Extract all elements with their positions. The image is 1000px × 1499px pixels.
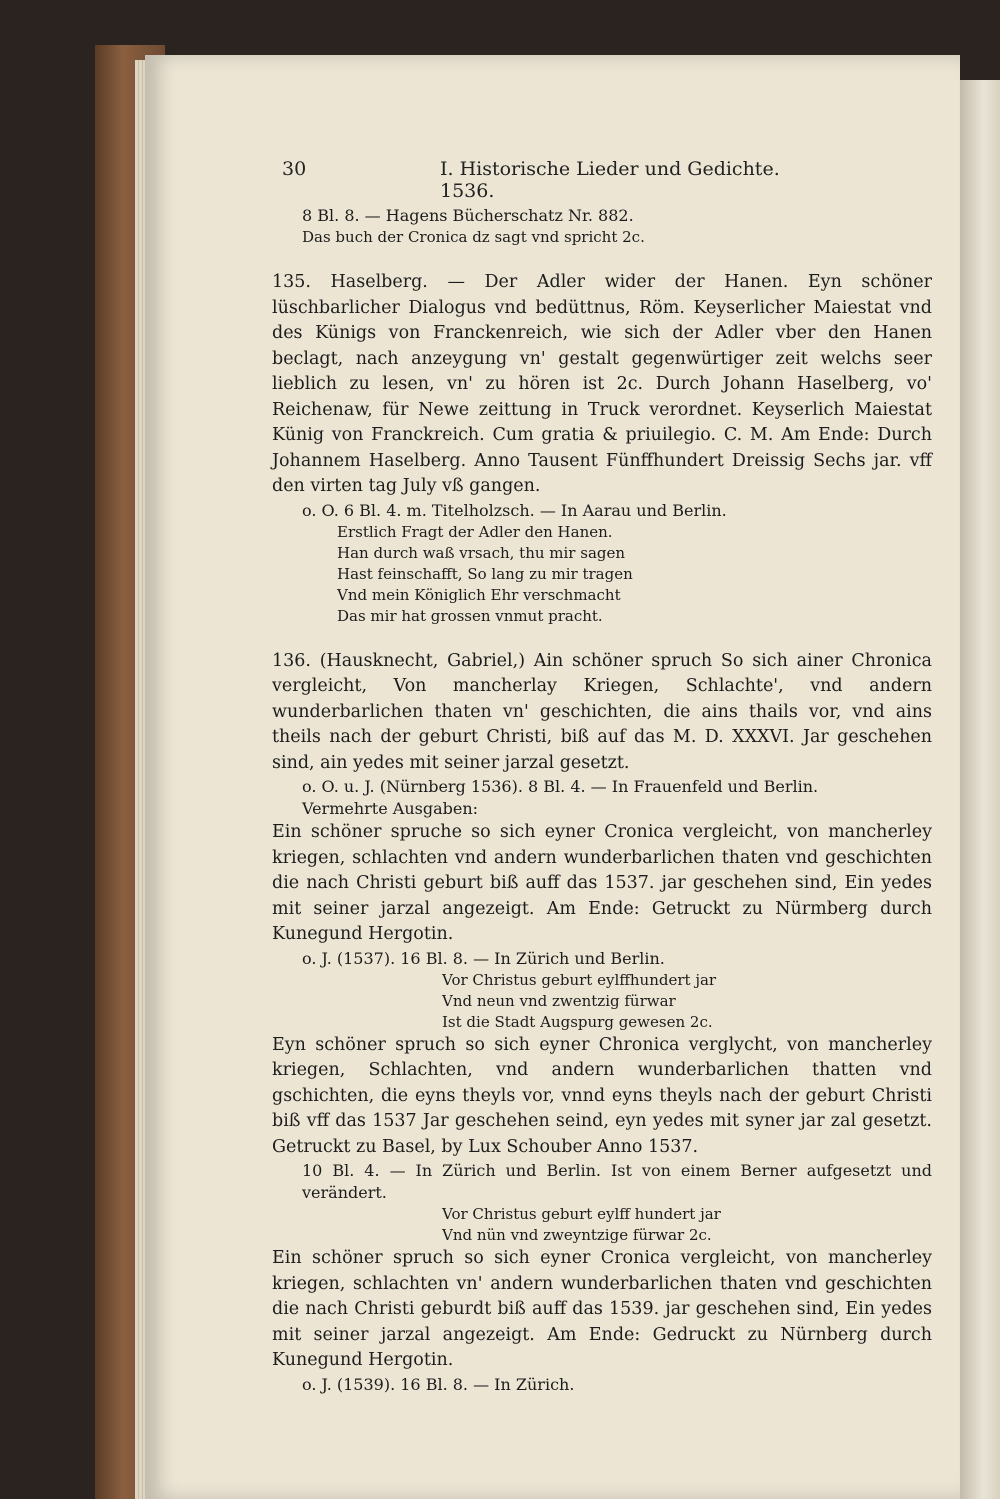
- running-header: [282, 158, 782, 202]
- bibliographic-entry: Eyn schöner spruch so sich eyner Chronica verglycht, von mancherley kriegen, Schlachten, vnd andern wunderbarlichen thatten vnd gschichten, die eyns theyls vor, vnnd eyns theyls nach der geburt Christi biß vff das 1537 Jar geschehen seind, eyn yedes mit syner jar zal gesetzt. Getruckt zu Basel, by Lux Schouber Anno 1537.: [272, 1034, 932, 1157]
- verse-line: Hast feinschafft, So lang zu mir tragen: [337, 564, 633, 583]
- reference-line: o. O. 6 Bl. 4. m. Titelholzsch. — In Aarau und Berlin.: [302, 500, 727, 520]
- facing-page-edge: [958, 80, 1000, 1499]
- bibliographic-entry: 135. Haselberg. — Der Adler wider der Hanen. Eyn schöner lüschbarlicher Dialogus vnd bedüttnus, Röm. Keyserlicher Maiestat vnd des Künigs von Franckenreich, wie sich der Adler vber den Hanen beclagt, nach anzeygung vn' gestalt gegenwürtiger zeit welchs seer lieblich zu lesen, vn' zu hören ist 2c. Durch Johann Haselberg, vo' Reichenaw, für Newe zeittung in Truck verordnet. Keyserlich Maiestat Künig von Franckreich. Cum gratia & priuilegio. C. M. Am Ende: Durch Johannem Haselberg. Anno Tausent Fünffhundert Dreissig Sechs jar. vff den virten tag July vß gangen.: [272, 272, 932, 496]
- verse-line: Vor Christus geburt eylffhundert jar: [442, 970, 717, 989]
- bibliographic-entry: Ein schöner spruch so sich eyner Cronica vergleicht, von mancherley kriegen, schlachten vn' andern wunderbarlichen thaten vnd geschichten die nach Christi geburdt biß auff das 1539. jar geschehen sind, Ein yedes mit seiner jarzal angezeigt. Am Ende: Gedruckt zu Nürnberg durch Kunegund Hergotin.: [272, 1248, 932, 1370]
- verse-line: Vnd nün vnd zweyntzige fürwar 2c.: [442, 1226, 712, 1244]
- verse-line: Erstlich Fragt der Adler den Hanen.: [337, 522, 613, 541]
- page-number: 30: [282, 158, 307, 180]
- verse-line: Vnd mein Königlich Ehr verschmacht: [337, 585, 621, 604]
- incipit-line: Das buch der Cronica dz sagt vnd spricht 2c.: [302, 228, 645, 246]
- spacer: [272, 248, 932, 270]
- reference-line: o. J. (1537). 16 Bl. 8. — In Zürich und Berlin.: [302, 948, 665, 968]
- verse-line: Vor Christus geburt eylff hundert jar: [442, 1205, 721, 1223]
- reference-line: o. J. (1539). 16 Bl. 8. — In Zürich.: [302, 1374, 575, 1394]
- verse-line: Vnd neun vnd zwentzig fürwar: [442, 991, 676, 1010]
- reference-line: Vermehrte Ausgaben:: [302, 799, 479, 818]
- reference-line: o. O. u. J. (Nürnberg 1536). 8 Bl. 4. — In Frauenfeld und Berlin.: [302, 777, 819, 796]
- bibliographic-entry: Ein schöner spruche so sich eyner Cronica vergleicht, von mancherley kriegen, schlachten vnd andern wunderbarlichen thaten vnd geschichten die nach Christi geburt biß auff das 1537. jar geschehen sind, Ein yedes mit seiner jarzal angezeigt. Am Ende: Getruckt zu Nürmberg durch Kunegund Hergotin.: [272, 822, 932, 944]
- reference-line: 8 Bl. 8. — Hagens Bücherschatz Nr. 882.: [302, 206, 634, 225]
- verse-line: Han durch waß vrsach, thu mir sagen: [337, 543, 626, 562]
- running-title: I. Historische Lieder und Gedichte. 1536.: [440, 158, 780, 202]
- reference-line: 10 Bl. 4. — In Zürich und Berlin. Ist von einem Berner aufgesetzt und verändert.: [302, 1161, 932, 1202]
- verse-line: Ist die Stadt Augspurg gewesen 2c.: [442, 1012, 713, 1031]
- bibliographic-entry: 136. (Hausknecht, Gabriel,) Ain schöner spruch So sich ainer Chronica vergleicht, Von mancherlay Kriegen, Schlachte', vnd andern wunderbarlichen thaten vn' geschichten, die ains thails vor, vnd ains theils nach der geburt Christi, biß auf das M. D. XXXVI. Jar geschehen sind, ain yedes mit seiner jarzal gesetzt.: [272, 650, 932, 773]
- spacer: [272, 627, 932, 649]
- page-body: [272, 205, 932, 1396]
- verse-line: Das mir hat grossen vnmut pracht.: [337, 606, 603, 625]
